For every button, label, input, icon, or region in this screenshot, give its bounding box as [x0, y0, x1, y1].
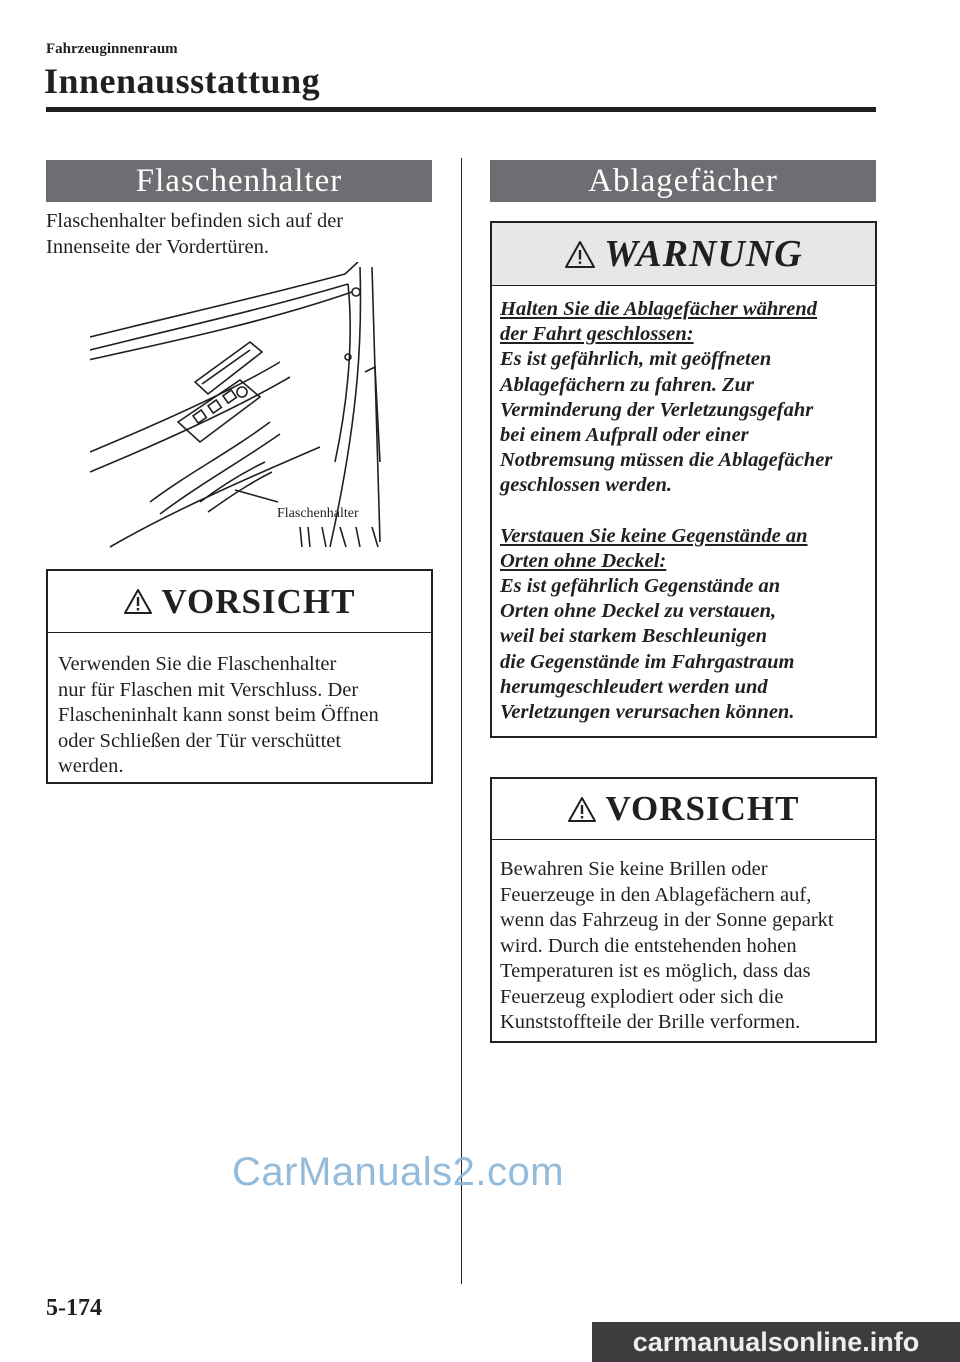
page-number: 5-174 [46, 1295, 102, 1321]
intro-line: Innenseite der Vordertüren. [46, 236, 269, 258]
caution-line: Temperaturen ist es möglich, dass das [500, 960, 811, 982]
warning-triangle-icon [564, 240, 596, 269]
caution-label: VORSICHT [605, 789, 800, 828]
intro-text [46, 208, 432, 260]
caution-line: Verwenden Sie die Flaschenhalter [58, 653, 337, 675]
paragraph-gap [500, 499, 875, 524]
caution-line: werden. [58, 755, 124, 777]
caution-box-right [490, 777, 877, 1043]
caution-line: Feuerzeuge in den Ablagefächern auf, [500, 883, 812, 906]
warning-line: weil bei starkem Beschleunigen [500, 625, 768, 648]
warning-line: Es ist gefährlich, mit geöffneten [500, 348, 772, 371]
caution-line: nur für Flaschen mit Verschluss. Der [58, 678, 359, 701]
header-rule [46, 107, 876, 112]
warning-line: herumgeschleudert werden und [500, 675, 768, 698]
caution-text [48, 633, 431, 780]
warning-line: Orten ohne Deckel zu verstauen, [500, 600, 777, 623]
caution-header [48, 571, 431, 633]
caution-box-left [46, 569, 433, 784]
column-divider [461, 158, 462, 1284]
section-title: Innenausstattung [44, 61, 321, 101]
figure-label: Flaschenhalter [277, 506, 359, 521]
door-drawing [90, 262, 410, 552]
warning-p1-title: Halten Sie die Ablagefächer während [500, 298, 817, 320]
watermark: CarManuals2.com [232, 1150, 565, 1194]
warning-triangle-icon [567, 796, 597, 823]
caution-line: Flascheninhalt kann sonst beim Öffnen [58, 704, 379, 726]
caution-text [492, 840, 875, 1036]
site-logo: carmanualsonline.info [592, 1322, 960, 1362]
caution-line: wird. Durch die entstehenden hohen [500, 934, 797, 957]
warning-line: Verminderung der Verletzungsgefahr [500, 398, 814, 421]
warning-triangle-icon [123, 588, 153, 615]
warning-p2-title: Orten ohne Deckel: [500, 549, 667, 572]
warning-header [492, 223, 875, 286]
warning-line: Ablagefächern zu fahren. Zur [500, 373, 755, 396]
caution-header [492, 779, 875, 840]
warning-line: Es ist gefährlich Gegenstände an [500, 575, 781, 598]
heading-ablagefaecher: Ablagefächer [490, 160, 876, 202]
warning-line: die Gegenstände im Fahrgastraum [500, 650, 795, 673]
caution-line: oder Schließen der Tür verschüttet [58, 729, 342, 752]
caution-line: wenn das Fahrzeug in der Sonne geparkt [500, 909, 834, 931]
heading-flaschenhalter: Flaschenhalter [46, 160, 432, 202]
warning-text [492, 286, 875, 725]
warning-p1-title: der Fahrt geschlossen: [500, 323, 694, 346]
warning-line: geschlossen werden. [500, 474, 672, 497]
warning-line: Notbremsung müssen die Ablagefächer [500, 449, 833, 472]
intro-line: Flaschenhalter befinden sich auf der [46, 210, 344, 232]
warning-label: WARNUNG [604, 233, 803, 275]
door-illustration [90, 262, 410, 552]
warning-line: bei einem Aufprall oder einer [500, 424, 749, 447]
warning-box [490, 221, 877, 738]
warning-p2-title: Verstauen Sie keine Gegenstände an [500, 524, 808, 547]
caution-line: Feuerzeug explodiert oder sich die [500, 985, 784, 1008]
caution-label: VORSICHT [161, 581, 356, 621]
warning-line: Verletzungen verursachen können. [500, 701, 795, 724]
caution-line: Bewahren Sie keine Brillen oder [500, 858, 768, 880]
chapter-title: Fahrzeuginnenraum [46, 41, 178, 57]
caution-line: Kunststoffteile der Brille verformen. [500, 1011, 801, 1033]
